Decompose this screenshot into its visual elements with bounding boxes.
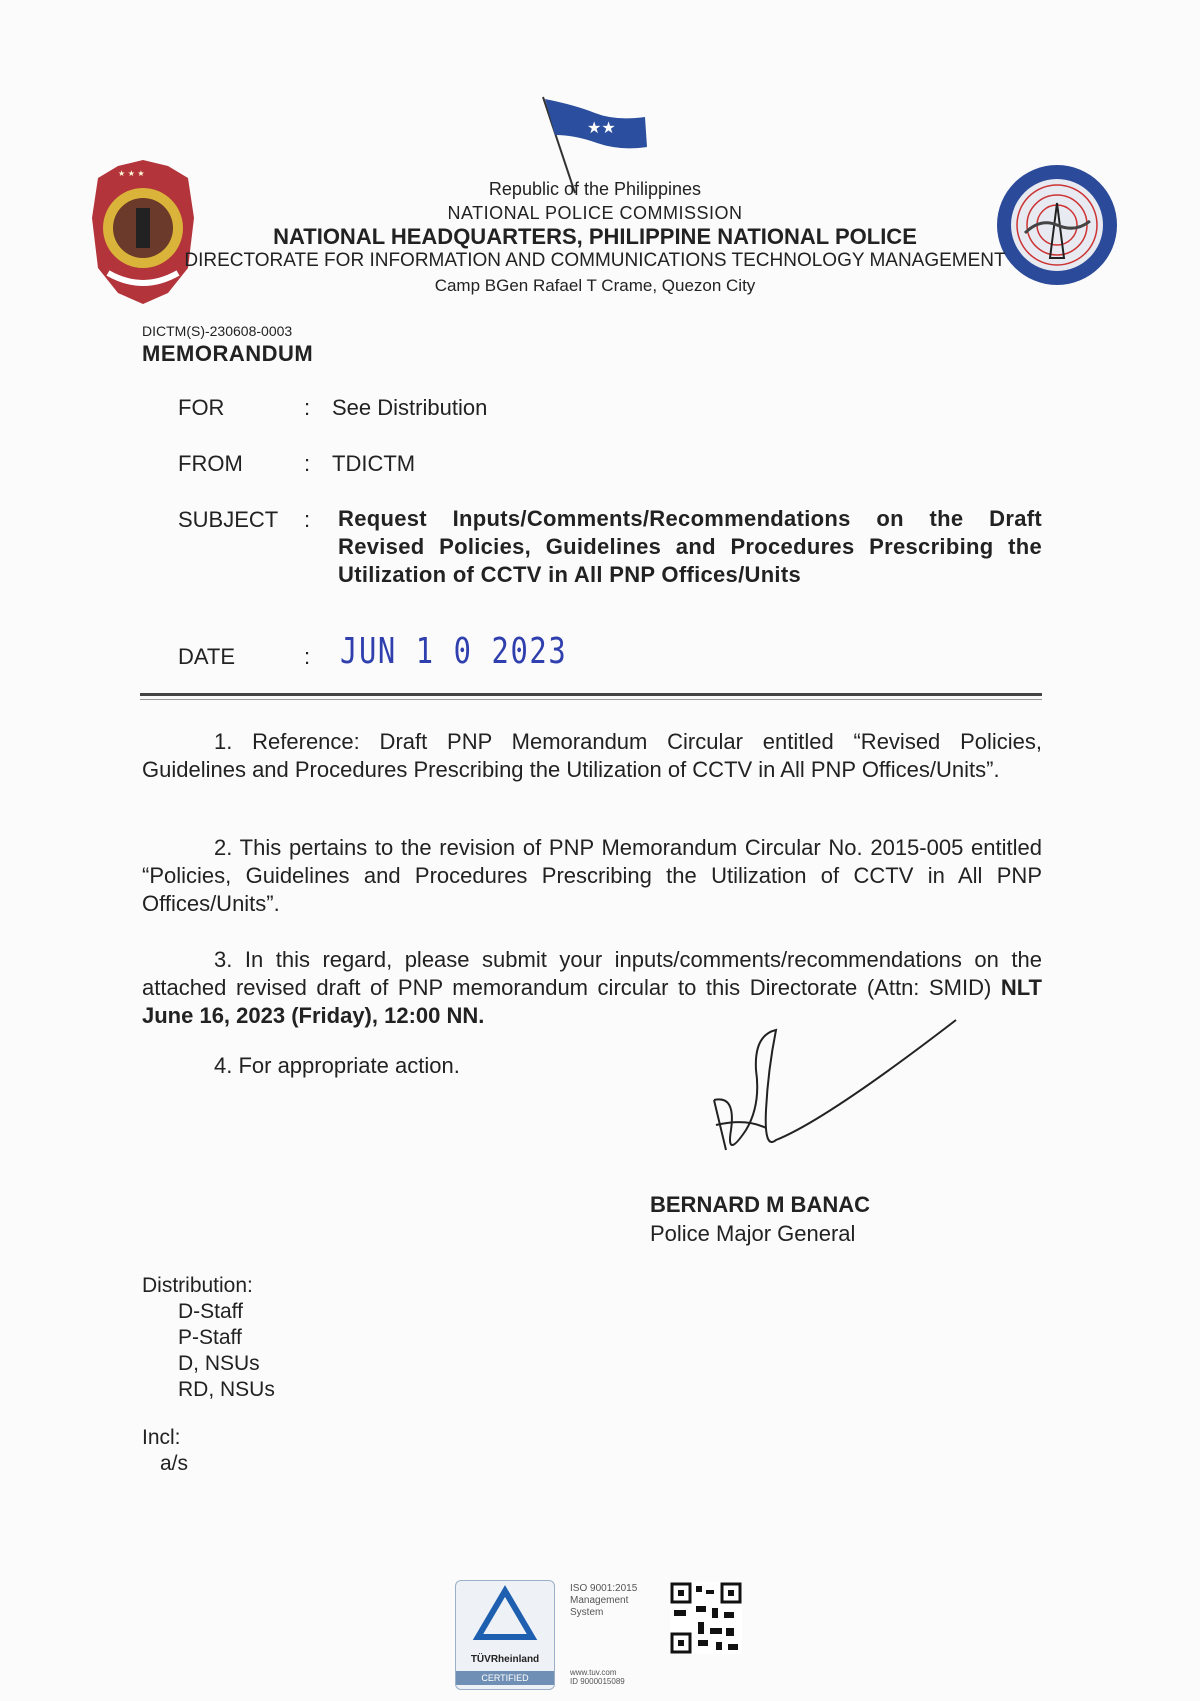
tuv-certified-label: CERTIFIED xyxy=(456,1671,554,1685)
svg-text:★ ★ ★: ★ ★ ★ xyxy=(118,169,145,178)
tuv-certification-badge xyxy=(455,1580,555,1690)
cert-url-block xyxy=(570,1668,625,1686)
header-napolcom: NATIONAL POLICE COMMISSION xyxy=(447,203,743,223)
subject-value: Request Inputs/Comments/Recommendations on the Draft Revised Policies, Guidelines and Procedures Prescribing the Utilization of CCTV in All PNP Offices/Units xyxy=(338,506,1042,587)
signatory-name: BERNARD M BANAC xyxy=(650,1192,870,1217)
cert-url: www.tuv.com xyxy=(570,1668,617,1677)
for-value: See Distribution xyxy=(332,395,488,420)
date-stamp: JUN 1 0 2023 xyxy=(340,631,568,672)
signatory-rank: Police Major General xyxy=(650,1221,856,1246)
date-label: DATE xyxy=(178,644,236,669)
header-nhq-pnp: NATIONAL HEADQUARTERS, PHILIPPINE NATIONAL POLICE xyxy=(273,224,917,249)
signature xyxy=(706,1010,966,1180)
iso-system: System xyxy=(570,1607,604,1618)
paragraph-1-text: 1. Reference: Draft PNP Memorandum Circular entitled “Revised Policies, Guidelines and Procedures Prescribing the Utilization of CCTV in All PNP Offices/Units”. xyxy=(142,729,1042,782)
for-label: FOR xyxy=(178,395,225,420)
distribution-item: D-Staff xyxy=(178,1300,243,1323)
subject-colon: : xyxy=(304,507,311,532)
header-divider xyxy=(140,693,1042,696)
distribution-title: Distribution: xyxy=(142,1274,253,1297)
header-divider-thin xyxy=(140,699,1042,700)
iso-management: Management xyxy=(570,1595,629,1606)
tuv-triangle-icon xyxy=(456,1581,554,1649)
tuv-brand: TÜVRheinland xyxy=(470,1654,540,1665)
qr-code-icon xyxy=(670,1582,742,1654)
paragraph-4-text: 4. For appropriate action. xyxy=(214,1053,460,1078)
cert-id: ID 9000015089 xyxy=(570,1677,625,1686)
header-directorate: DIRECTORATE FOR INFORMATION AND COMMUNICATIONS TECHNOLOGY MANAGEMENT xyxy=(184,250,1006,271)
inclosure-item: a/s xyxy=(160,1452,189,1475)
paragraph-1 xyxy=(142,728,1042,784)
iso-standard: ISO 9001:2015 xyxy=(570,1583,638,1594)
date-colon: : xyxy=(304,644,311,669)
subject-label: SUBJECT xyxy=(178,507,279,532)
from-colon: : xyxy=(304,451,311,476)
for-colon: : xyxy=(304,395,311,420)
paragraph-3-text: 3. In this regard, please submit your inputs/comments/recommendations on the attached revised draft of PNP memorandum circular to this Directorate (Attn: SMID) xyxy=(142,947,1042,1000)
inclosure-title: Incl: xyxy=(142,1426,181,1449)
distribution-item: P-Staff xyxy=(178,1326,242,1349)
iso-label xyxy=(570,1583,637,1619)
paragraph-3-deadline: NLT June 16, 2023 (Friday), 12:00 NN. xyxy=(142,975,1042,1028)
from-label: FROM xyxy=(178,451,243,476)
paragraph-2 xyxy=(142,834,1042,918)
memo-type: MEMORANDUM xyxy=(142,341,314,366)
memo-reference-number: DICTM(S)-230608-0003 xyxy=(142,323,293,339)
distribution-item: D, NSUs xyxy=(178,1352,260,1375)
paragraph-2-text: 2. This pertains to the revision of PNP Memorandum Circular No. 2015-005 entitled “Policies, Guidelines and Procedures Prescribing the Utilization of CCTV in All PNP Offices/Units”. xyxy=(142,835,1042,916)
svg-text:★★: ★★ xyxy=(587,118,616,137)
header-republic: Republic of the Philippines xyxy=(488,179,702,199)
from-value: TDICTM xyxy=(332,451,416,476)
header-address: Camp BGen Rafael T Crame, Quezon City xyxy=(434,276,756,295)
distribution-item: RD, NSUs xyxy=(178,1378,275,1401)
